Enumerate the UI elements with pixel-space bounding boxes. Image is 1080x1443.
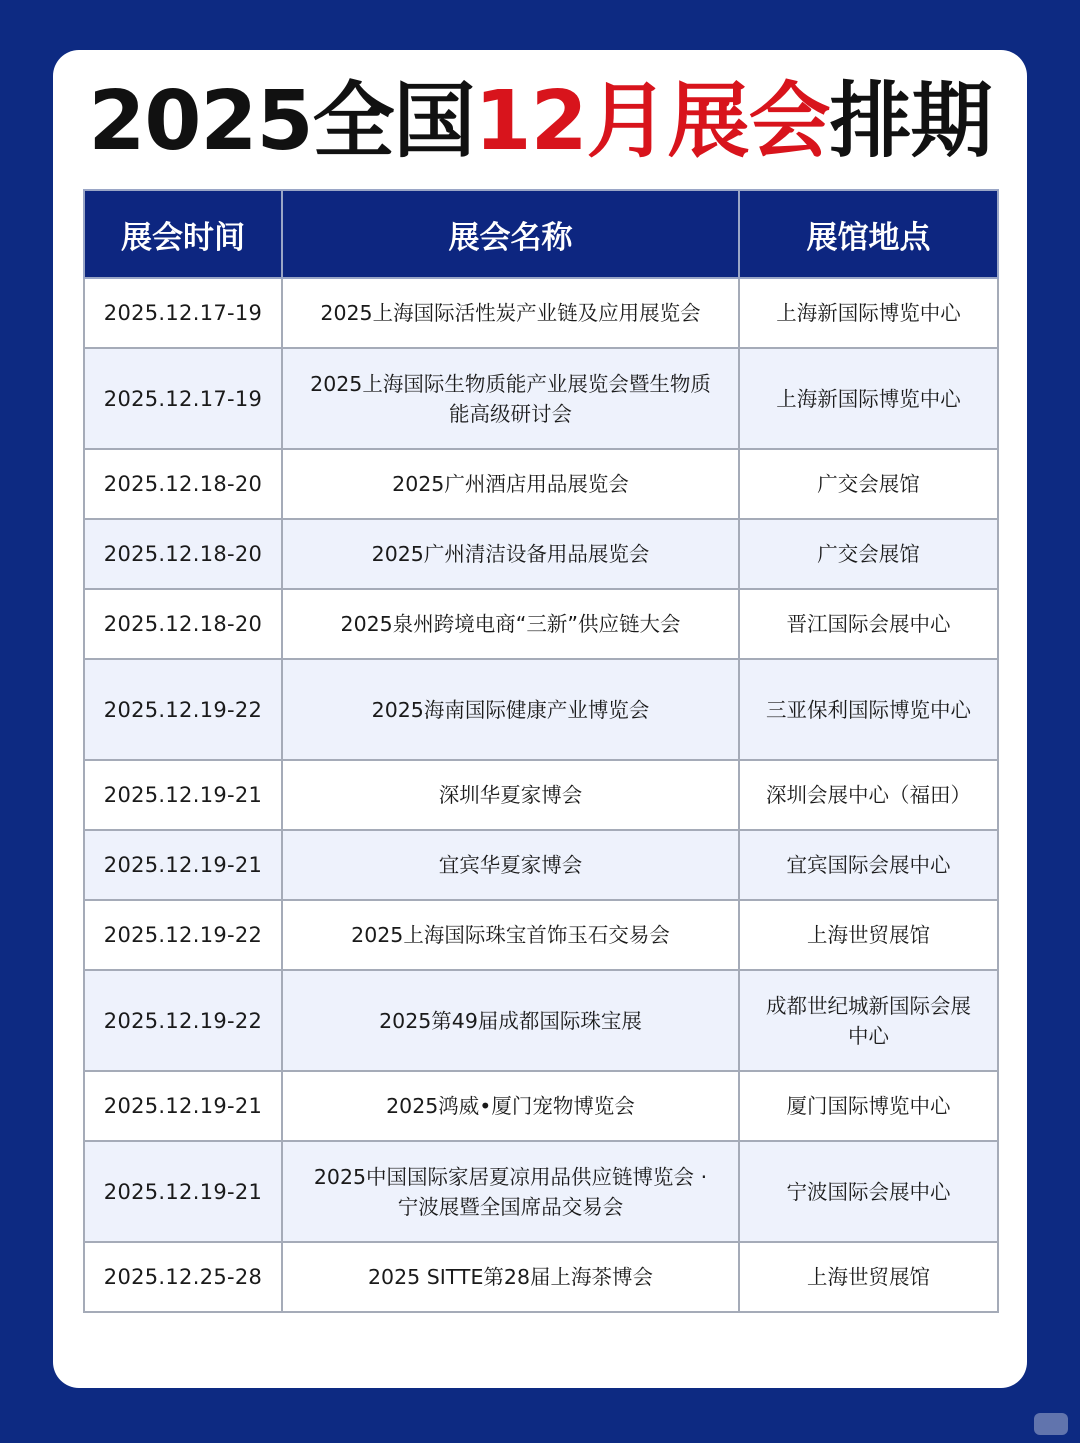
venue-cell: 广交会展馆 bbox=[739, 519, 998, 589]
table-row bbox=[84, 659, 998, 760]
table-header-row bbox=[84, 190, 998, 278]
date-cell: 2025.12.19-22 bbox=[84, 900, 282, 970]
name-cell: 2025鸿威•厦门宠物博览会 bbox=[282, 1071, 739, 1141]
date-cell: 2025.12.19-21 bbox=[84, 1141, 282, 1242]
venue-cell: 厦门国际博览中心 bbox=[739, 1071, 998, 1141]
venue-cell: 广交会展馆 bbox=[739, 449, 998, 519]
header-date: 展会时间 bbox=[84, 190, 282, 278]
date-cell: 2025.12.19-21 bbox=[84, 1071, 282, 1141]
exhibition-schedule-table bbox=[83, 189, 999, 1313]
page-title bbox=[0, 72, 1080, 172]
name-cell: 深圳华夏家博会 bbox=[282, 760, 739, 830]
venue-cell: 上海世贸展馆 bbox=[739, 1242, 998, 1312]
name-cell: 2025上海国际生物质能产业展览会暨生物质能高级研讨会 bbox=[282, 348, 739, 449]
title-suffix: 排期 bbox=[829, 74, 992, 169]
date-cell: 2025.12.18-20 bbox=[84, 449, 282, 519]
venue-cell: 宁波国际会展中心 bbox=[739, 1141, 998, 1242]
table-row bbox=[84, 278, 998, 348]
table-row bbox=[84, 348, 998, 449]
date-cell: 2025.12.25-28 bbox=[84, 1242, 282, 1312]
name-cell: 宜宾华夏家博会 bbox=[282, 830, 739, 900]
table-row bbox=[84, 519, 998, 589]
name-cell: 2025中国国际家居夏凉用品供应链博览会 · 宁波展暨全国席品交易会 bbox=[282, 1141, 739, 1242]
name-cell: 2025 SITTE第28届上海茶博会 bbox=[282, 1242, 739, 1312]
table-row bbox=[84, 1141, 998, 1242]
header-venue: 展馆地点 bbox=[739, 190, 998, 278]
table-row bbox=[84, 760, 998, 830]
venue-cell: 上海新国际博览中心 bbox=[739, 348, 998, 449]
title-prefix: 2025全国 bbox=[88, 74, 475, 169]
table-row bbox=[84, 900, 998, 970]
table-row bbox=[84, 830, 998, 900]
date-cell: 2025.12.19-21 bbox=[84, 760, 282, 830]
venue-cell: 晋江国际会展中心 bbox=[739, 589, 998, 659]
table-row bbox=[84, 449, 998, 519]
date-cell: 2025.12.19-21 bbox=[84, 830, 282, 900]
title-accent: 12月展会 bbox=[474, 74, 830, 169]
table-row bbox=[84, 1071, 998, 1141]
venue-cell: 上海世贸展馆 bbox=[739, 900, 998, 970]
name-cell: 2025广州清洁设备用品展览会 bbox=[282, 519, 739, 589]
name-cell: 2025海南国际健康产业博览会 bbox=[282, 659, 739, 760]
date-cell: 2025.12.17-19 bbox=[84, 278, 282, 348]
table-row bbox=[84, 970, 998, 1071]
table-row bbox=[84, 1242, 998, 1312]
name-cell: 2025上海国际珠宝首饰玉石交易会 bbox=[282, 900, 739, 970]
venue-cell: 深圳会展中心（福田） bbox=[739, 760, 998, 830]
venue-cell: 上海新国际博览中心 bbox=[739, 278, 998, 348]
venue-cell: 成都世纪城新国际会展中心 bbox=[739, 970, 998, 1071]
date-cell: 2025.12.19-22 bbox=[84, 970, 282, 1071]
watermark-badge bbox=[1034, 1413, 1068, 1435]
table-row bbox=[84, 589, 998, 659]
name-cell: 2025第49届成都国际珠宝展 bbox=[282, 970, 739, 1071]
date-cell: 2025.12.18-20 bbox=[84, 519, 282, 589]
date-cell: 2025.12.18-20 bbox=[84, 589, 282, 659]
venue-cell: 三亚保利国际博览中心 bbox=[739, 659, 998, 760]
name-cell: 2025广州酒店用品展览会 bbox=[282, 449, 739, 519]
name-cell: 2025上海国际活性炭产业链及应用展览会 bbox=[282, 278, 739, 348]
date-cell: 2025.12.17-19 bbox=[84, 348, 282, 449]
venue-cell: 宜宾国际会展中心 bbox=[739, 830, 998, 900]
name-cell: 2025泉州跨境电商“三新”供应链大会 bbox=[282, 589, 739, 659]
header-name: 展会名称 bbox=[282, 190, 739, 278]
date-cell: 2025.12.19-22 bbox=[84, 659, 282, 760]
